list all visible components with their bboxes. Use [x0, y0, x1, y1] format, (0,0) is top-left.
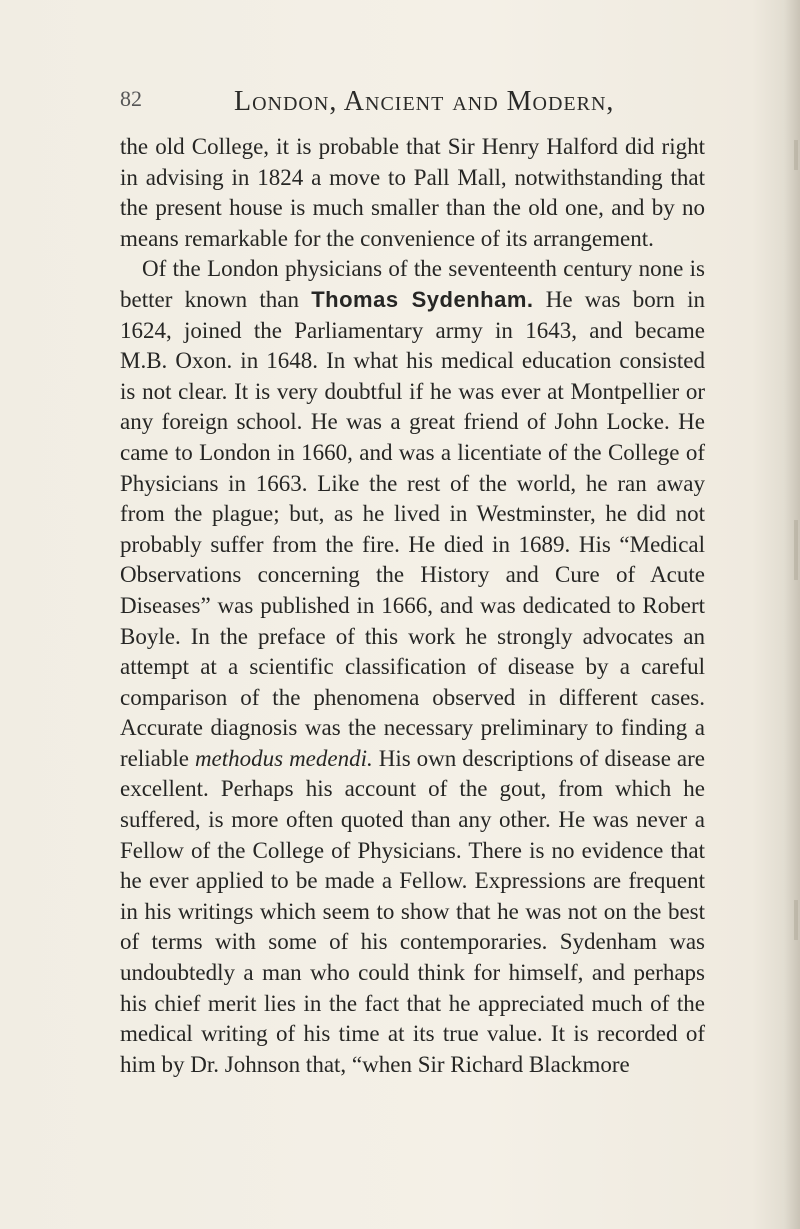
page-edge-mark — [794, 140, 798, 170]
paragraph-text-a: He was born in 1624, joined the Parliamentary army in 1643, and became M.B. Oxon. in 1648. In what his medical education consisted is not clear. It is very doubtful if he was ever at Montpellier or any foreign school. He was a great friend of John Locke. He came to London in 1660, and was a licentiate of the College of Physicians in 1663. Like the rest of the world, he ran away from the plague; but, as he lived in Westminster, he did not probably suffer from the fire. He died in 1689. His “Medical Observations concerning the History and Cure of Acute Diseases” was published in 1666, and was dedicated to Robert Boyle. In the preface of this work he strongly advocates an attempt at a scientific classification of disease by a careful comparison of the phenomena observed in different cases. Accurate diagnosis was the necessary preliminary to finding a reliable — [120, 286, 705, 771]
page-header — [120, 86, 640, 126]
paragraph-continuation: the old College, it is probable that Sir Henry Halford did right in advising in 1824 a move to Pall Mall, notwithstanding that the present house is much smaller than the old one, and by no means remarkable for the convenience of its arrangement. — [120, 134, 705, 251]
page-edge-mark — [794, 900, 798, 940]
body-text — [120, 132, 705, 1080]
latin-phrase: methodus medendi. — [194, 745, 373, 771]
paragraph-intro: Of the London physicians of the seventeenth century none is better known than — [120, 256, 705, 312]
running-title: London, Ancient and Modern, — [234, 86, 615, 117]
person-name-heading: Thomas Sydenham. — [311, 286, 534, 312]
page-number: 82 — [120, 86, 142, 111]
page-edge-mark — [794, 520, 798, 580]
paragraph-text-b: His own descriptions of disease are excellent. Perhaps his account of the gout, from which he suffered, is more often quoted than any other. He was never a Fellow of the College of Physicians. There is no evidence that he ever applied to be made a Fellow. Expressions are frequent in his writings which seem to show that he was not on the best of terms with some of his contemporaries. Sydenham was undoubtedly a man who could think for himself, and perhaps his chief merit lies in the fact that he appreciated much of the medical writing of his time at its true value. It is recorded of him by Dr. Johnson that, “when Sir Richard Blackmore — [120, 745, 705, 1077]
paragraph-sydenham — [120, 254, 705, 1080]
